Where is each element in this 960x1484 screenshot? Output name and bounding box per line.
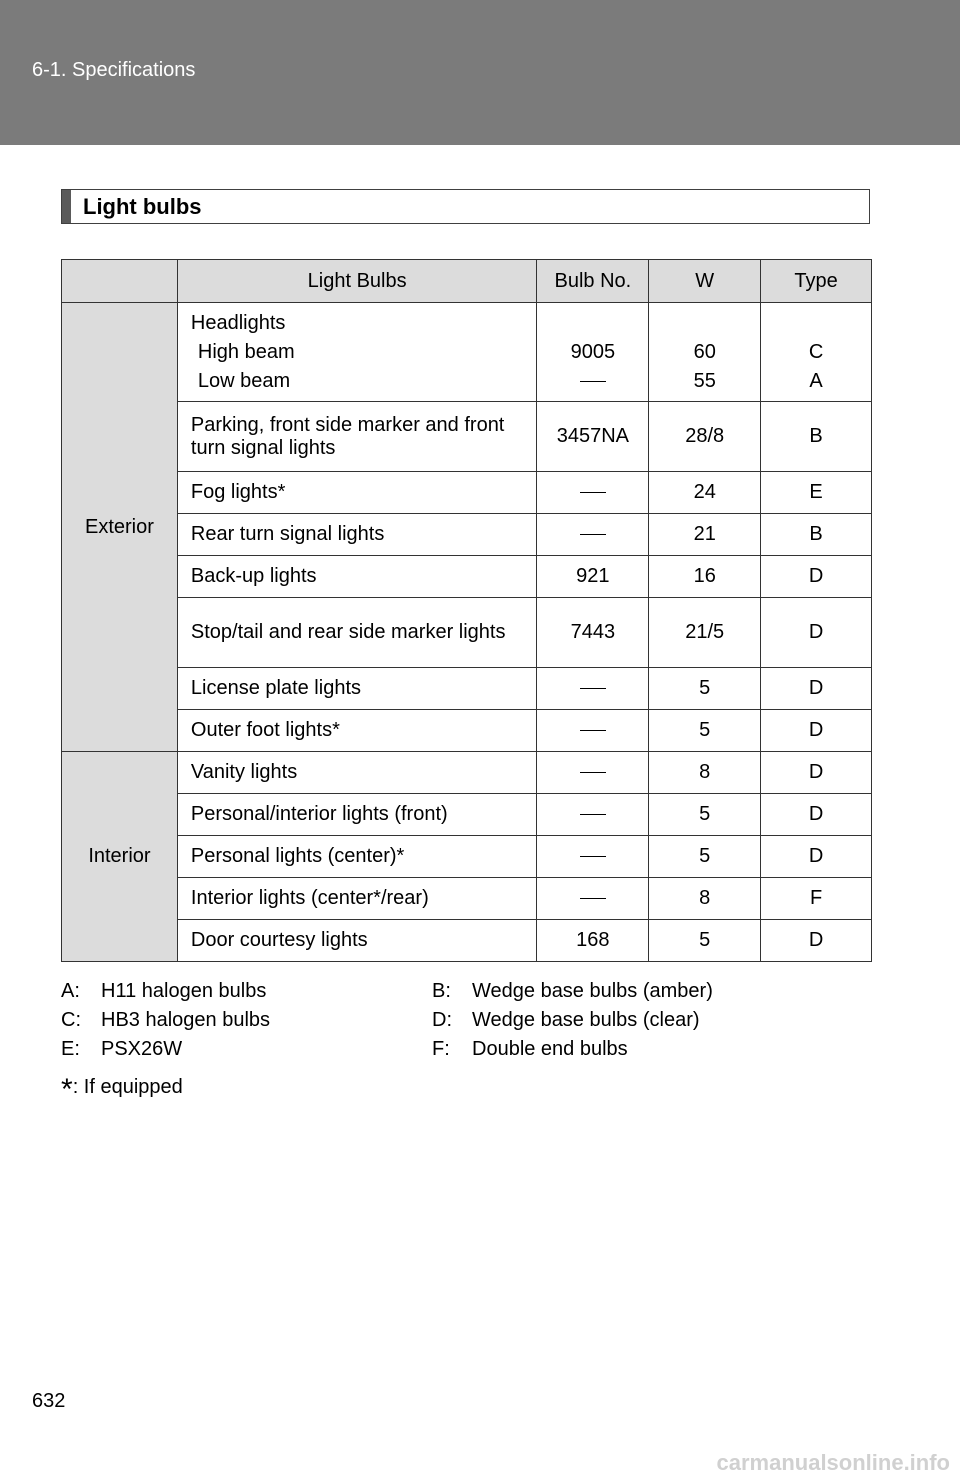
cell-type: B — [761, 402, 872, 472]
cell-bulb — [537, 514, 649, 556]
cell-type: D — [761, 710, 872, 752]
cell-watts: 21/5 — [649, 598, 761, 668]
header-empty-cell — [62, 260, 178, 303]
cell-name: Fog lights* — [177, 472, 537, 514]
watermark-text: carmanualsonline.info — [716, 1450, 950, 1475]
cell-watts: 5 — [649, 794, 761, 836]
col-header-watts: W — [649, 260, 761, 303]
cell-watts: 5 — [649, 668, 761, 710]
page-header — [0, 0, 960, 145]
col-header-type: Type — [761, 260, 872, 303]
dash-mark — [580, 856, 606, 857]
cell-watts: 28/8 — [649, 402, 761, 472]
legend-item: B: Wedge base bulbs (amber) — [432, 980, 713, 1002]
col-header-light-bulbs: Light Bulbs — [177, 260, 537, 303]
cell-name: Parking, front side marker and front turn signal lights — [177, 402, 537, 472]
cell-bulb — [537, 878, 649, 920]
dash-mark — [580, 492, 606, 493]
cell-name: Door courtesy lights — [177, 920, 537, 962]
table-row — [62, 710, 872, 752]
cell-watts: 24 — [649, 472, 761, 514]
cell-name: Interior lights (center*/rear) — [177, 878, 537, 920]
table-row — [62, 472, 872, 514]
dash-mark — [580, 534, 606, 535]
cell-name: Vanity lights — [177, 752, 537, 794]
cell-type — [761, 303, 872, 402]
cell-bulb: 3457NA — [537, 402, 649, 472]
asterisk-mark: * — [61, 1073, 73, 1106]
cell-name: Personal/interior lights (front) — [177, 794, 537, 836]
cell-watts: 21 — [649, 514, 761, 556]
dash-mark — [580, 814, 606, 815]
table-row — [62, 668, 872, 710]
table-header-row — [62, 260, 872, 303]
low-beam-watts: 55 — [693, 369, 716, 392]
cell-watts — [649, 303, 761, 402]
cell-type: D — [761, 794, 872, 836]
dash-mark — [580, 688, 606, 689]
section-marker — [62, 190, 71, 223]
cell-bulb: 7443 — [537, 598, 649, 668]
cell-bulb — [537, 836, 649, 878]
cell-watts: 8 — [649, 752, 761, 794]
table-row — [62, 303, 872, 402]
table-row — [62, 556, 872, 598]
cell-watts: 16 — [649, 556, 761, 598]
col-header-bulb-no: Bulb No. — [537, 260, 649, 303]
page-number: 632 — [32, 1390, 66, 1412]
cell-type: D — [761, 556, 872, 598]
high-beam-bulb: 9005 — [570, 340, 616, 363]
cell-name: Back-up lights — [177, 556, 537, 598]
cell-type: E — [761, 472, 872, 514]
dash-mark — [580, 898, 606, 899]
legend-item: D: Wedge base bulbs (clear) — [432, 1009, 700, 1031]
high-beam-label: High beam — [197, 340, 295, 363]
cell-bulb: 168 — [537, 920, 649, 962]
cell-bulb — [537, 794, 649, 836]
cell-watts: 5 — [649, 710, 761, 752]
cell-type: F — [761, 878, 872, 920]
cell-watts: 8 — [649, 878, 761, 920]
table-row — [62, 878, 872, 920]
cell-type: D — [761, 598, 872, 668]
footnote-text: : If equipped — [72, 1076, 183, 1098]
cell-bulb — [537, 472, 649, 514]
table-row — [62, 920, 872, 962]
footnote — [61, 1073, 183, 1107]
cell-bulb — [537, 303, 649, 402]
cell-type: D — [761, 668, 872, 710]
legend-item: E: PSX26W — [61, 1038, 183, 1060]
cell-name: Stop/tail and rear side marker lights — [177, 598, 537, 668]
table-row — [62, 752, 872, 794]
cell-type: D — [761, 920, 872, 962]
table-row — [62, 794, 872, 836]
legend-item: F: Double end bulbs — [432, 1038, 628, 1060]
low-beam-label: Low beam — [197, 369, 291, 392]
cell-name — [177, 303, 537, 402]
headlights-title: Headlights — [190, 311, 286, 334]
cell-watts: 5 — [649, 920, 761, 962]
table-row — [62, 598, 872, 668]
cell-watts: 5 — [649, 836, 761, 878]
cell-name: Rear turn signal lights — [177, 514, 537, 556]
section-title: Light bulbs — [83, 194, 202, 219]
cell-name: License plate lights — [177, 668, 537, 710]
cell-name: Personal lights (center)* — [177, 836, 537, 878]
table-row — [62, 402, 872, 472]
section-breadcrumb: 6-1. Specifications — [32, 59, 196, 81]
high-beam-type: C — [808, 340, 824, 363]
section-title-bar — [61, 189, 870, 224]
light-bulbs-table — [61, 259, 872, 962]
cell-bulb: 921 — [537, 556, 649, 598]
dash-mark — [580, 381, 606, 382]
low-beam-type: A — [809, 369, 823, 392]
high-beam-watts: 60 — [693, 340, 716, 363]
cell-bulb — [537, 668, 649, 710]
cell-type: B — [761, 514, 872, 556]
cell-type: D — [761, 752, 872, 794]
group-exterior: Exterior — [62, 303, 178, 752]
legend-item: A: H11 halogen bulbs — [61, 980, 267, 1002]
dash-mark — [580, 730, 606, 731]
dash-mark — [580, 772, 606, 773]
group-interior: Interior — [62, 752, 178, 962]
bulb-type-legend — [61, 980, 872, 1067]
table-row — [62, 514, 872, 556]
cell-bulb — [537, 752, 649, 794]
cell-bulb — [537, 710, 649, 752]
cell-name: Outer foot lights* — [177, 710, 537, 752]
table-row — [62, 836, 872, 878]
legend-item: C: HB3 halogen bulbs — [61, 1009, 271, 1031]
cell-type: D — [761, 836, 872, 878]
